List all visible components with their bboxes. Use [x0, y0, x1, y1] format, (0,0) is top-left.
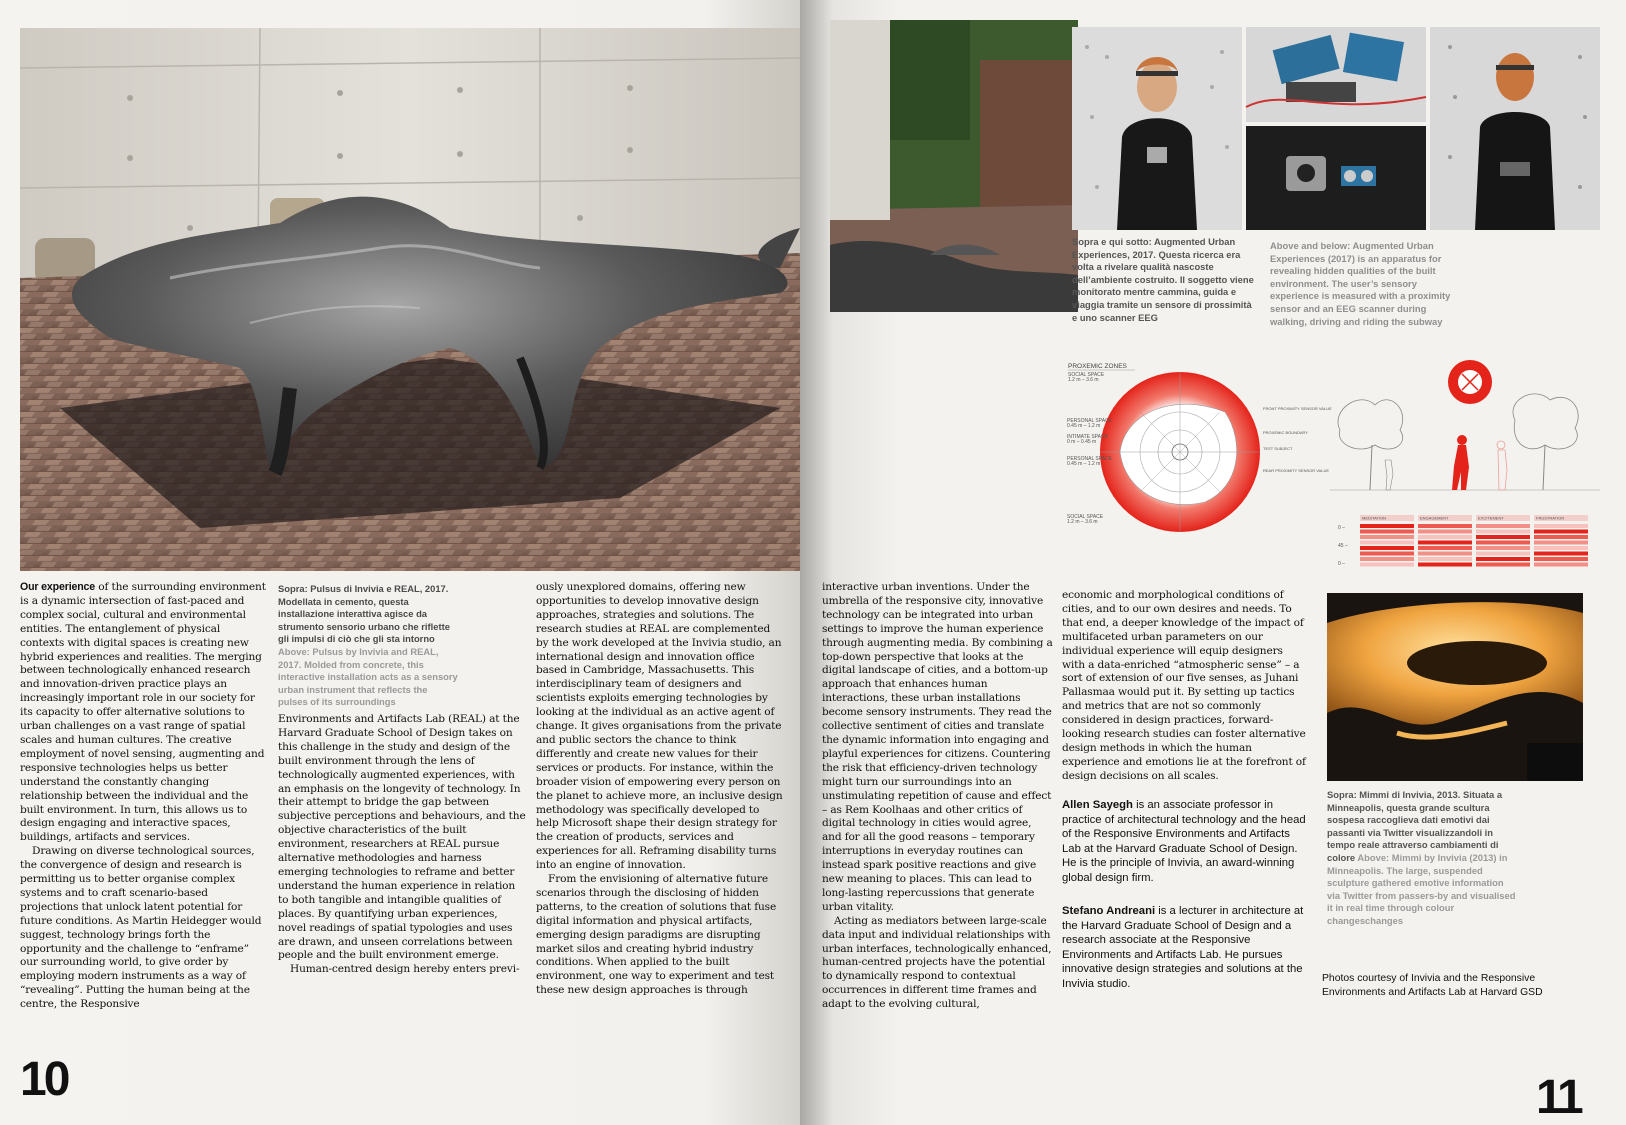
heat-cell: [1418, 546, 1472, 550]
heat-cell: [1360, 530, 1414, 534]
col3-paragraph-2: From the envisioning of alternative future scenarios through the disclosing of hidden patterns, to the creation of solutions that fuse digital information and physical artifacts, emerging design paradigms are disrupting market silos and creating hybrid industry conditions. When applied to the built environment, one way to experiment and test these new design approaches is through: [536, 873, 777, 997]
heat-cell: [1534, 535, 1588, 539]
page-number-right: 11: [1536, 1071, 1581, 1124]
heat-cell: [1360, 552, 1414, 556]
heat-cell: [1534, 563, 1588, 567]
mimmi-photo: [1327, 593, 1583, 781]
heat-cell: [1360, 563, 1414, 567]
mimmi-caption-en: Above: Mimmi by Invivia (2013) in Minneapolis. The large, suspended sculpture gathered emotive information via Twitter from passers-by and visualised it in real time through colour changeschanges: [1327, 851, 1516, 926]
label-social-bottom: SOCIAL SPACE: [1067, 514, 1104, 520]
heat-cell: [1534, 530, 1588, 534]
label-intimate: INTIMATE SPACE: [1067, 434, 1108, 440]
heat-cell: [1476, 557, 1530, 561]
augmented-photo-3: [1246, 126, 1426, 230]
heat-cell: [1476, 563, 1530, 567]
pulsus-photo-continuation: [830, 20, 1078, 312]
label-intimate-dist: 0 m – 0.45 m: [1067, 439, 1097, 445]
label-social-top: SOCIAL SPACE: [1068, 372, 1105, 378]
label-proxemic-boundary: PROXEMIC BOUNDARY: [1263, 430, 1309, 435]
bio-allen-sayegh: [1062, 798, 1308, 886]
caption-english: Above: Pulsus by Invivia and REAL, 2017. Molded from concrete, this interactive installation acts as a sensory urban instrument that reflects the pulses of its surroundings: [278, 645, 458, 708]
label-rear-proximity: REAR PROXIMITY SENSOR VALUE: [1263, 468, 1330, 473]
right-page: [800, 0, 1626, 1125]
heat-cell: [1418, 563, 1472, 567]
label-test-subject: TEST SUBJECT: [1263, 446, 1293, 451]
heat-cell: [1418, 535, 1472, 539]
col1-paragraph-2: Drawing on diverse technological sources, the convergence of design and research is permitting us to better organise complex systems and to craft scenario-based projections that unlock latent potential for future conditions. As Martin Heidegger would suggest, technology brings forth the opportunity and the challenge to “enframe” our surrounding world, to give order by employing modern instruments as a way of “revealing”. Putting the human being at the centre, the Responsive: [20, 845, 262, 1011]
cat-excitement: EXCITEMENT: [1478, 515, 1504, 521]
y-label-1: 45 –: [1338, 543, 1348, 549]
heat-cell: [1476, 530, 1530, 534]
col2-paragraph-1: Environments and Artifacts Lab (REAL) at the Harvard Graduate School of Design takes on this challenge in the study and design of the built environment through the lens of technologically augmented experiences, with an emphasis on the longevity of technology. In their attempt to bridge the gap between subjective perceptions and behaviours, and the objective characteristics of the built environment, researchers at REAL pursue alternative methodologies and harness emerging technologies to reframe and better understand the human experience in relation to both tangible and intangible qualities of places. By quantifying urban experiences, novel readings of spatial typologies and uses are drawn, and unseen correlations between people and the built environment emerge.: [278, 713, 526, 962]
augmented-photo-4: [1430, 27, 1600, 230]
heat-cell: [1476, 524, 1530, 528]
left-page: [0, 0, 800, 1125]
subject-back-image: [1430, 27, 1600, 230]
right-col2-paragraph: economic and morphological conditions of cities, and to our own desires and needs. To that end, a deeper knowledge of the impact of multifaceted urban parameters on our individual experience will equip designers with a data-enriched “atmospheric sense” – a sort of extension of our five senses, as Juhani Pallasmaa would put it. By setting up tactics and metrics that are not so commonly considered in design practices, forward-looking research studies can foster alternative design methods in which the human experience and emotions lie at the forefront of design decisions on all scales.: [1062, 589, 1306, 782]
left-column-3: [536, 581, 784, 998]
cat-frustration: FRUSTRATION: [1536, 515, 1565, 521]
heat-cell: [1476, 552, 1530, 556]
heat-cell: [1418, 552, 1472, 556]
cat-engagement: ENGAGEMENT: [1420, 515, 1449, 521]
augmented-caption-it: Sopra e qui sotto: Augmented Urban Experiences, 2017. Questa ricerca era volta a rivelare qualità nascoste dell’ambiente costruito. Il soggetto viene monitorato mentre cammina, guida e viaggia tramite un sensore di prossimità e uno scanner EEG: [1072, 236, 1254, 323]
caption-italian: Sopra: Pulsus di Invivia e REAL, 2017. Modellata in cemento, questa installazione interattiva agisce da strumento sensorio urbano che riflette gli impulsi di ciò che gli sta intorno: [278, 583, 450, 645]
pulsus-caption: [278, 583, 458, 709]
photo-credits: Photos courtesy of Invivia and the Responsive Environments and Artifacts Lab at Harvard GSD: [1322, 973, 1543, 998]
heat-cell: [1476, 541, 1530, 545]
emotion-chart: [1338, 515, 1588, 575]
col3-paragraph-1: ously unexplored domains, offering new opportunities to develop innovative design approaches, strategies and solutions. The research studies at REAL are complemented by the work developed at the Invivia studio, an international design and innovation office based in Cambridge, Massachusetts. This interdisciplinary team of designers and scientists exploits emerging technologies by looking at the individual as an active agent of change. It gives organisations from the private and public sectors the chance to think differently and create new values for their services or products. For instance, within the broader vision of empowering every person on the planet to achieve more, an inclusive design methodology was specifically developed to help Microsoft shape their design strategy for the creation of products, services and experiences for all. Reframing disability turns into an engine of innovation.: [536, 581, 783, 872]
harness-image: [1246, 126, 1426, 230]
bio1-name: Allen Sayegh: [1062, 799, 1133, 811]
label-front-proximity: FRONT PROXIMITY SENSOR VALUE: [1263, 406, 1332, 411]
heat-cell: [1418, 557, 1472, 561]
label-personal-2: PERSONAL SPACE: [1067, 456, 1113, 462]
heat-cell: [1360, 546, 1414, 550]
electronics-image: [1246, 27, 1426, 122]
pulsus-image-right: [830, 20, 1078, 312]
heat-cell: [1360, 541, 1414, 545]
heat-cell: [1418, 524, 1472, 528]
heat-cell: [1360, 557, 1414, 561]
right-column-2: [1062, 589, 1308, 784]
heat-cell: [1534, 557, 1588, 561]
col2-paragraph-2: Human-centred design hereby enters previ-: [290, 963, 520, 976]
bio1-text: is an associate professor in practice of architectural technology and the head of the Responsive Environments and Artifacts Lab at the Harvard Graduate School of Design. He is the principle of Invivia, an award-winning global design firm.: [1062, 799, 1306, 884]
heat-cell: [1476, 546, 1530, 550]
bio-stefano-andreani: [1062, 904, 1308, 992]
heat-cell: [1360, 535, 1414, 539]
augmented-photo-1: [1072, 27, 1242, 230]
lead-in: Our experience: [20, 581, 96, 593]
label-personal-2-dist: 0.45 m – 1.2 m: [1067, 461, 1101, 467]
col1-paragraph-1: of the surrounding environment is a dynamic intersection of fast-paced and complex social, cultural and environmental entities. The entanglement of physical contexts with digital spaces is creating new hybrid experiences and realities. The merging between technologically enhanced research and innovation-driven practice plays an increasingly important role in our society for its capacity to offer alternative solutions to urban challenges on a vast range of spatial scales and human cultures. The creative employment of novel sensing, augmenting and responsive technologies helps us better understand the constantly changing relationship between the individual and the built environment. In turn, this allows us to design engaging and interactive spaces, buildings, artifacts and services.: [20, 581, 266, 844]
mimmi-image: [1327, 593, 1583, 781]
heat-cell: [1534, 552, 1588, 556]
label-social-bottom-dist: 1.2 m – 3.6 m: [1067, 519, 1098, 525]
cat-meditation: MEDITATION: [1362, 515, 1387, 521]
heat-cell: [1418, 530, 1472, 534]
mimmi-caption-it: Sopra: Mimmi di Invivia, 2013. Situata a Minneapolis, questa grande scultura sospesa raccoglieva dati emotivi dai passanti via Twitter visualizzandoli in tempo reale attraverso cambiamenti di colore: [1327, 789, 1503, 863]
bio2-text: is a lecturer in architecture at the Harvard Graduate School of Design and a research associate at the Responsive Environments and Artifacts Lab. He pursues innovative design strategies and solutions at the Invivia studio.: [1062, 905, 1304, 990]
heat-cell: [1360, 524, 1414, 528]
augmented-photo-2: [1246, 27, 1426, 122]
y-label-0: 0 –: [1338, 525, 1345, 531]
augmented-caption-en: Above and below: Augmented Urban Experiences (2017) is an apparatus for revealing hidden qualities of the built environment. The user’s sensory experience is measured with a proximity sensor and an EEG scanner during walking, driving and riding the subway: [1270, 240, 1451, 327]
heat-cell: [1476, 535, 1530, 539]
heat-cell: [1418, 541, 1472, 545]
right-col1-paragraph-2: Acting as mediators between large-scale data input and individual relationships with urban interfaces, technologically enhanced, human-centred projects have the potential to dynamically respond to contextual occurrences in different time frames and adapt to the evolving cultural,: [822, 914, 1052, 1011]
mimmi-caption: [1327, 789, 1517, 928]
label-social-top-dist: 1.2 m – 3.6 m: [1068, 377, 1099, 383]
heat-cell: [1534, 524, 1588, 528]
pulsus-photo: [20, 28, 800, 571]
pulsus-image: [20, 28, 800, 571]
right-column-1: [822, 581, 1054, 1012]
heat-cell: [1534, 541, 1588, 545]
page-number-left: 10: [20, 1053, 68, 1106]
left-column-1: [20, 581, 266, 1012]
right-col1-paragraph-1: interactive urban inventions. Under the umbrella of the responsive city, innovative technology can be integrated into urban settings to improve the human experience through augmenting media. By combining a top-down perspective that looks at the digital landscape of cities, and a bottom-up approach that enhances human interactions, these urban installations become sensory instruments. They read the collective sentiment of cities and translate the dynamic information into engaging and playful experiences for citizens. Countering the risk that efficiency-driven technology might turn our surroundings into an unstimulating repetition of cause and effect – as Rem Koolhaas and other critics of digital technology in cities would agree, and for all the good reasons – temporary interruptions in everyday routines can instead spark positive reactions and give new meaning to places. This can lead to long-lasting repercussions that generate urban vitality.: [822, 581, 1053, 913]
left-column-2: [278, 713, 526, 977]
label-personal-dist: 0.45 m – 1.2 m: [1067, 423, 1101, 429]
subject-front-image: [1072, 27, 1242, 230]
proxemic-diagram: [1065, 362, 1332, 542]
diagram-title: PROXEMIC ZONES: [1068, 363, 1127, 370]
y-label-2: 0 –: [1338, 561, 1345, 567]
heat-cell: [1534, 546, 1588, 550]
label-personal: PERSONAL SPACE: [1067, 418, 1113, 424]
bio2-name: Stefano Andreani: [1062, 905, 1156, 917]
